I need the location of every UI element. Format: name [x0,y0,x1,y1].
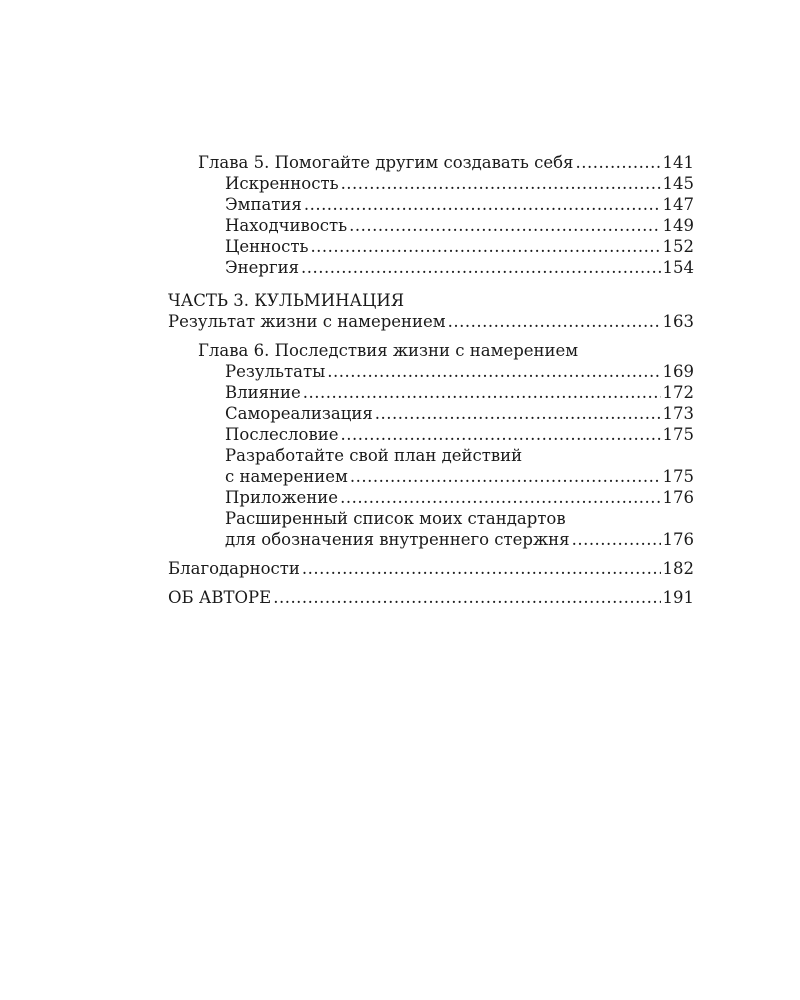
toc-entry-title: Ценность [225,237,309,256]
toc-entry[interactable] [168,361,694,382]
toc-entry-part-3[interactable] [168,311,694,332]
dot-leader [304,194,661,215]
toc-entry-title: с намерением [225,467,348,486]
dot-leader [301,257,660,278]
toc-entry-title: Благодарности [168,559,300,578]
toc-entry[interactable] [168,215,694,236]
toc-entry-title: Находчивость [225,216,348,235]
toc-page-number: 182 [662,559,694,578]
dot-leader [340,487,660,508]
toc-entry[interactable] [168,257,694,278]
toc-page-number: 175 [662,467,694,486]
toc-entry-title: Эмпатия [225,195,302,214]
toc-entry-title: Влияние [225,383,301,402]
toc-entry-title: Самореализация [225,404,373,423]
toc-entry-title: Результаты [225,362,326,381]
toc-page-number: 152 [662,237,694,256]
dot-leader [341,424,661,445]
toc-entry-title: Искренность [225,174,339,193]
toc-page-number: 172 [662,383,694,402]
dot-leader [303,382,661,403]
toc-page-number: 173 [662,404,694,423]
dot-leader [375,403,661,424]
toc-entry-title: Энергия [225,258,300,277]
toc-entry[interactable] [168,194,694,215]
toc-entry-line[interactable] [168,445,694,466]
toc-page-number: 141 [662,153,694,172]
toc-entry-title: Приложение [225,488,339,507]
toc-entry-title: для обозначения внутреннего стержня [225,530,570,549]
dot-leader [575,152,660,173]
toc-page-number: 149 [662,216,694,235]
toc-page-number: 154 [662,258,694,277]
toc-entry[interactable] [168,529,694,550]
dot-leader [572,529,661,550]
toc-page-number: 175 [662,425,694,444]
part-title: ЧАСТЬ 3. КУЛЬМИНАЦИЯ [168,291,405,310]
toc-entry-title: Расширенный список моих стандартов [225,509,566,528]
toc-entry-title: Глава 5. Помогайте другим создавать себя [198,153,574,172]
toc-entry-title: Послесловие [225,425,339,444]
toc-page-number: 163 [662,312,694,331]
spacer [168,550,694,558]
spacer [168,579,694,587]
dot-leader [341,173,661,194]
toc-entry-chapter-5[interactable] [168,152,694,173]
toc-entry-chapter-6[interactable] [168,340,694,361]
toc-entry[interactable] [168,173,694,194]
toc-entry[interactable] [168,487,694,508]
toc-page-number: 169 [662,362,694,381]
toc-entry-acknowledgements[interactable] [168,558,694,579]
toc-entry-about-author[interactable] [168,587,694,608]
toc-entry[interactable] [168,403,694,424]
toc-entry[interactable] [168,466,694,487]
toc-page-number: 145 [662,174,694,193]
toc-page-number: 191 [662,588,694,607]
spacer [168,332,694,340]
toc-entry[interactable] [168,382,694,403]
toc-entry-title: ОБ АВТОРЕ [168,588,272,607]
toc-page-number: 176 [662,488,694,507]
table-of-contents [168,152,694,608]
toc-entry[interactable] [168,236,694,257]
toc-entry-title: Результат жизни с намерением [168,312,446,331]
dot-leader [302,558,661,579]
toc-page-number: 147 [662,195,694,214]
toc-page-number: 176 [662,530,694,549]
spacer [168,278,694,290]
dot-leader [350,466,661,487]
toc-entry-title: Разработайте свой план действий [225,446,523,465]
toc-entry-title: Глава 6. Последствия жизни с намерением [198,341,579,360]
dot-leader [448,311,661,332]
dot-leader [327,361,660,382]
dot-leader [310,236,660,257]
toc-part-heading [168,290,694,311]
dot-leader [273,587,660,608]
dot-leader [349,215,660,236]
toc-entry-line[interactable] [168,508,694,529]
toc-entry[interactable] [168,424,694,445]
